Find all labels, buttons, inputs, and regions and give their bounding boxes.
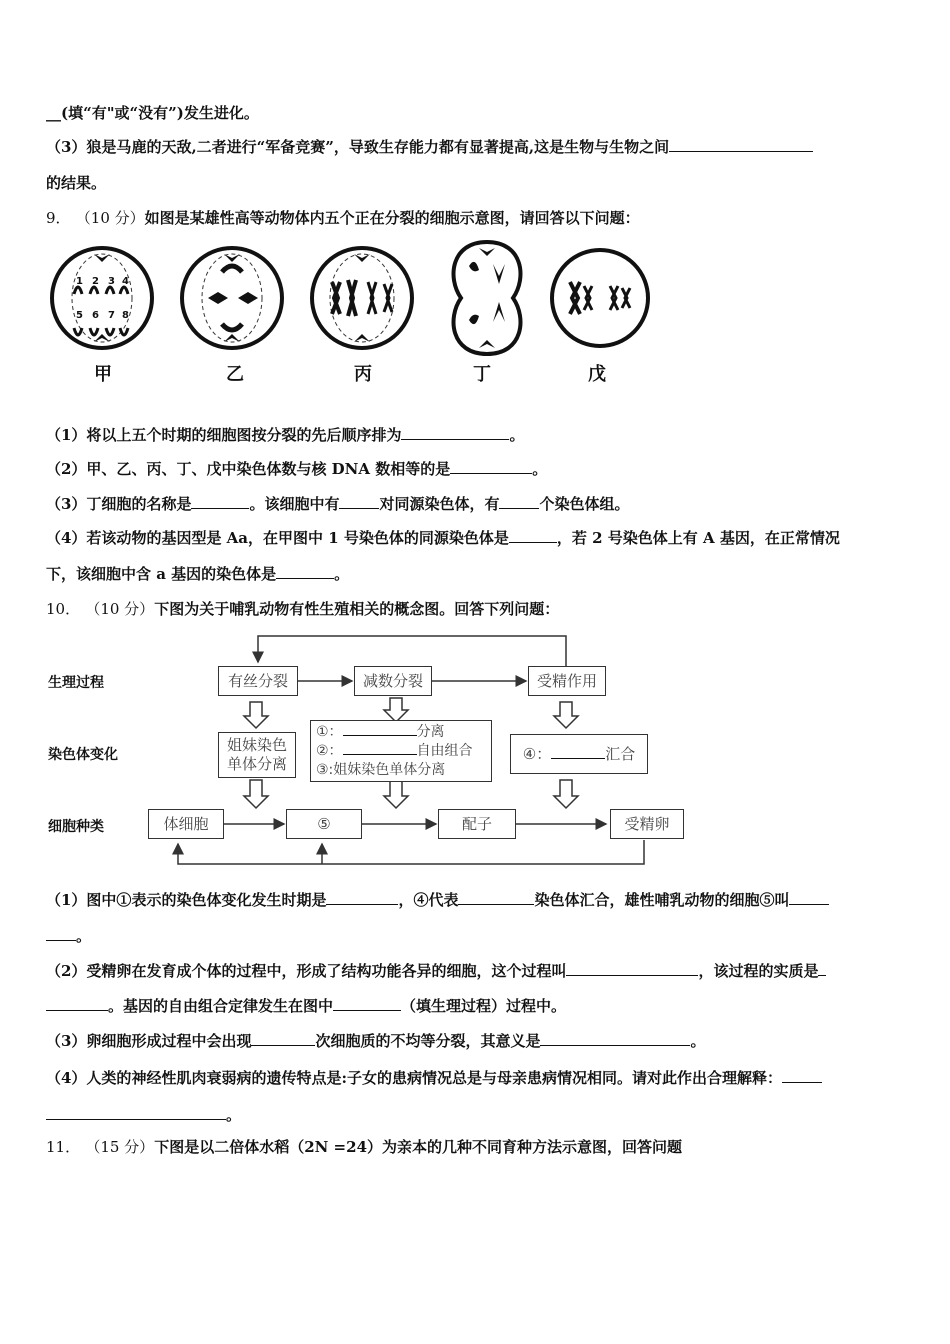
- answer-blank[interactable]: [339, 494, 379, 509]
- q10-p3: （3）卵细胞形成过程中会出现 次细胞质的不均等分裂，其意义是 。: [46, 1032, 706, 1050]
- cell-division-figure: [50, 238, 660, 358]
- box-fertilization: 受精作用: [528, 666, 606, 696]
- box-meiosis: 减数分裂: [354, 666, 432, 696]
- q10-p4-cont: 。: [46, 1105, 241, 1125]
- answer-blank[interactable]: [46, 996, 108, 1011]
- answer-blank[interactable]: [191, 494, 249, 509]
- cell-bing: [312, 248, 412, 348]
- cell-yi: [182, 248, 282, 348]
- diagram-blank-1[interactable]: [343, 723, 417, 736]
- q10-p2: （2）受精卵在发育成个体的过程中，形成了结构功能各异的细胞，这个过程叫 ，该过程的实质是: [46, 961, 826, 981]
- cell-wu: [552, 250, 648, 346]
- answer-blank[interactable]: [401, 425, 509, 440]
- answer-blank[interactable]: [818, 961, 826, 976]
- svg-text:6: 6: [92, 310, 99, 321]
- answer-blank[interactable]: [251, 1031, 315, 1046]
- q9-p1: （1）将以上五个时期的细胞图按分裂的先后顺序排为 。: [46, 426, 525, 444]
- answer-blank[interactable]: [499, 494, 539, 509]
- answer-blank[interactable]: [46, 1105, 226, 1120]
- row-label-process: 生理过程: [48, 675, 104, 691]
- cell-ding: [454, 242, 521, 354]
- answer-blank[interactable]: [450, 459, 532, 474]
- q10-p1-cont: 。: [46, 926, 91, 946]
- svg-text:4: 4: [122, 276, 129, 287]
- row-label-chromosome: 染色体变化: [48, 747, 118, 763]
- svg-text:1: 1: [76, 276, 83, 287]
- q8-line1: __(填“有"或“没有”)发生进化。: [46, 104, 259, 122]
- q8-line2: （3）狼是马鹿的天敌,二者进行“军备竞赛”，导致生存能力都有显著提高,这是生物与生物之间: [46, 137, 813, 157]
- q10-p1: （1）图中①表示的染色体变化发生时期是 ，④代表 染色体汇合，雄性哺乳动物的细胞⑤叫: [46, 890, 829, 910]
- cell-jia: [52, 248, 152, 348]
- cell-label-yi: 乙: [226, 364, 244, 385]
- svg-text:5: 5: [76, 310, 83, 321]
- box-somatic-cell: 体细胞: [148, 809, 224, 839]
- concept-diagram: [40, 628, 720, 878]
- q9-p3: （3）丁细胞的名称是 。该细胞中有 对同源染色体，有 个染色体组。: [46, 495, 630, 513]
- answer-blank[interactable]: [458, 890, 534, 905]
- q9-header: 9． （10 分）如图是某雄性高等动物体内五个正在分裂的细胞示意图，请回答以下问题：: [46, 209, 640, 227]
- answer-blank[interactable]: [566, 961, 698, 976]
- answer-blank[interactable]: [326, 890, 398, 905]
- answer-blank[interactable]: [540, 1031, 690, 1046]
- svg-text:3: 3: [108, 276, 115, 287]
- box-cell-5: ⑤: [286, 809, 362, 839]
- svg-text:2: 2: [92, 276, 99, 287]
- q9-p4-cont: 下，该细胞中含 a 基因的染色体是 。: [46, 565, 350, 583]
- answer-blank[interactable]: [333, 996, 401, 1011]
- row-label-cell-type: 细胞种类: [48, 819, 104, 835]
- box-zygote: 受精卵: [610, 809, 684, 839]
- answer-blank[interactable]: [46, 926, 76, 941]
- box-meiosis-change: ①： 分离 ②： 自由组合 ③:姐妹染色单体分离: [310, 720, 492, 782]
- cell-label-wu: 戊: [588, 364, 606, 385]
- q10-header: 10． （10 分）下图为关于哺乳动物有性生殖相关的概念图。回答下列问题：: [46, 600, 560, 618]
- box-gamete: 配子: [438, 809, 516, 839]
- cell-label-jia: 甲: [94, 364, 112, 385]
- svg-text:8: 8: [122, 310, 129, 321]
- diagram-blank-2[interactable]: [343, 742, 417, 755]
- q10-p2-cont: 。基因的自由组合定律发生在图中 （填生理过程）过程中。: [46, 996, 566, 1016]
- q9-p2: （2）甲、乙、丙、丁、戊中染色体数与核 DNA 数相等的是 。: [46, 460, 548, 478]
- diagram-blank-4[interactable]: [551, 746, 605, 759]
- answer-blank[interactable]: [782, 1068, 822, 1083]
- box-mitosis: 有丝分裂: [218, 666, 298, 696]
- q8-line3: 的结果。: [46, 174, 107, 192]
- q9-p4: （4）若该动物的基因型是 Aa，在甲图中 1 号染色体的同源染色体是 ，若 2 号染色体上有 A 基因，在正常情况: [46, 529, 840, 547]
- answer-blank[interactable]: [669, 137, 813, 152]
- answer-blank[interactable]: [276, 564, 334, 579]
- cell-label-bing: 丙: [354, 364, 372, 385]
- cell-label-ding: 丁: [473, 364, 491, 385]
- q11-header: 11． （15 分）下图是以二倍体水稻（2N =24）为亲本的几种不同育种方法示意图，回答问题: [46, 1138, 683, 1156]
- answer-blank[interactable]: [509, 528, 557, 543]
- svg-text:7: 7: [108, 310, 115, 321]
- box-mitosis-change: 姐妹染色 单体分离: [218, 732, 296, 778]
- answer-blank[interactable]: [789, 890, 829, 905]
- q10-p4: （4）人类的神经性肌肉衰弱病的遗传特点是:子女的患病情况总是与母亲患病情况相同。请对此作出合理解释：: [46, 1068, 822, 1088]
- box-fert-change: ④： 汇合: [510, 734, 648, 774]
